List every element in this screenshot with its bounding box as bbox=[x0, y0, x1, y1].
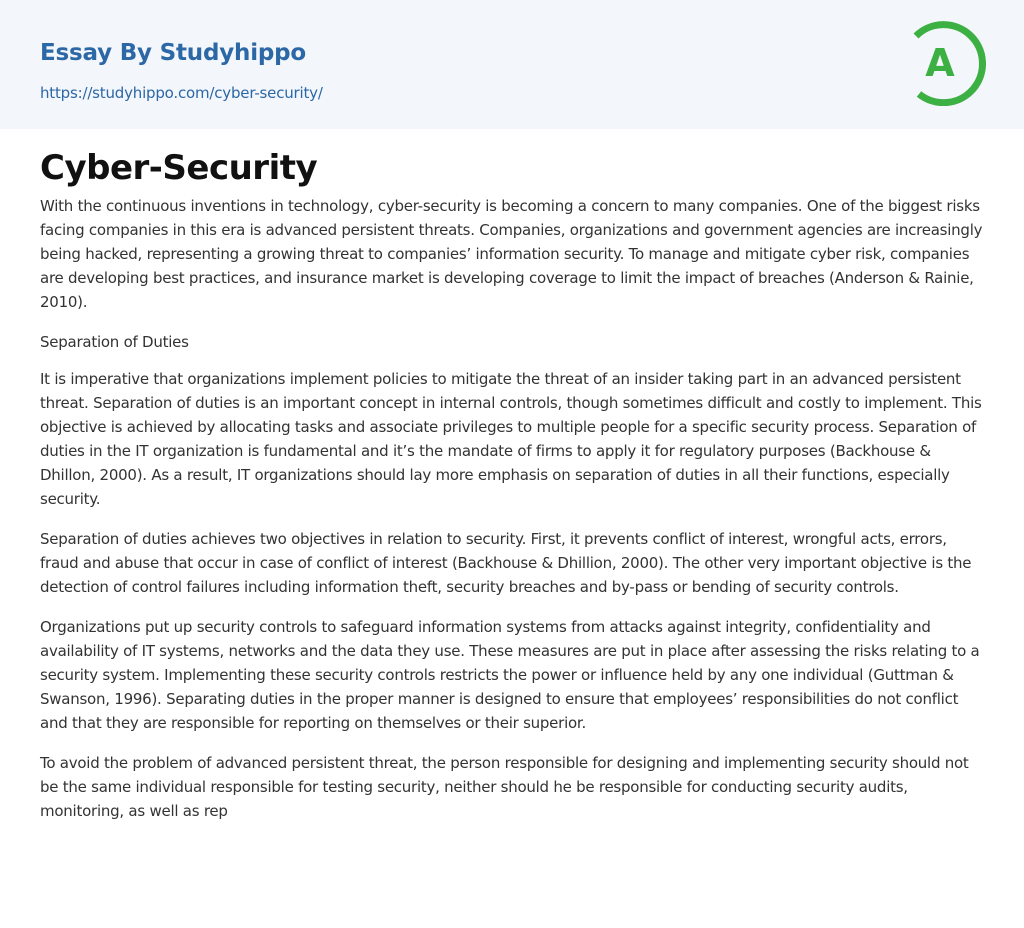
logo-letter: A bbox=[925, 41, 955, 85]
site-header bbox=[0, 0, 1024, 129]
section-heading: Separation of Duties bbox=[40, 333, 189, 351]
essay-paragraph: It is imperative that organizations implement policies to mitigate the threat of an insider taking part in an advanced persistent threat. Separation of duties is an important concept in internal controls, though sometimes difficult and costly to implement. This objective is achieved by allocating tasks and associate privileges to multiple people for a specific security process. Separation of duties in the IT organization is fundamental and it’s the mandate of firms to apply it for regulatory purposes (Backhouse & Dhillon, 2000). As a result, IT organizations should lay more emphasis on separation of duties in all their functions, especially security. bbox=[40, 370, 982, 508]
page-title: Cyber-Security bbox=[40, 148, 318, 188]
brand-title[interactable]: Essay By Studyhippo bbox=[40, 40, 307, 66]
essay-paragraph: To avoid the problem of advanced persistent threat, the person responsible for designing and implementing security should not be the same individual responsible for testing security, neither should he be responsible for conducting security audits, monitoring, as well as rep bbox=[40, 754, 969, 820]
essay-url-link[interactable]: https://studyhippo.com/cyber-security/ bbox=[40, 84, 323, 102]
essay-paragraph: With the continuous inventions in technology, cyber-security is becoming a concern to many companies. One of the biggest risks facing companies in this era is advanced persistent threats. Companies, organizations and government agencies are increasingly being hacked, representing a growing threat to companies’ information security. To manage and mitigate cyber risk, companies are developing best practices, and insurance market is developing coverage to limit the impact of breaches (Anderson & Rainie, 2010). bbox=[40, 197, 983, 311]
essay-paragraph: Organizations put up security controls to safeguard information systems from attacks against integrity, confidentiality and availability of IT systems, networks and the data they use. These measures are put in place after assessing the risks relating to a security system. Implementing these security controls restricts the power or influence held by any one individual (Guttman & Swanson, 1996). Separating duties in the proper manner is designed to ensure that employees’ responsibilities do not conflict and that they are responsible for reporting on themselves or their superior. bbox=[40, 618, 980, 732]
essay-paragraph: Separation of duties achieves two objectives in relation to security. First, it prevents conflict of interest, wrongful acts, errors, fraud and abuse that occur in case of conflict of interest (Backhouse & Dhillion, 2000). The other very important objective is the detection of control failures including information theft, security breaches and by-pass or bending of security controls. bbox=[40, 530, 972, 596]
essay-content bbox=[40, 146, 988, 823]
studyhippo-logo-icon[interactable] bbox=[911, 18, 989, 106]
